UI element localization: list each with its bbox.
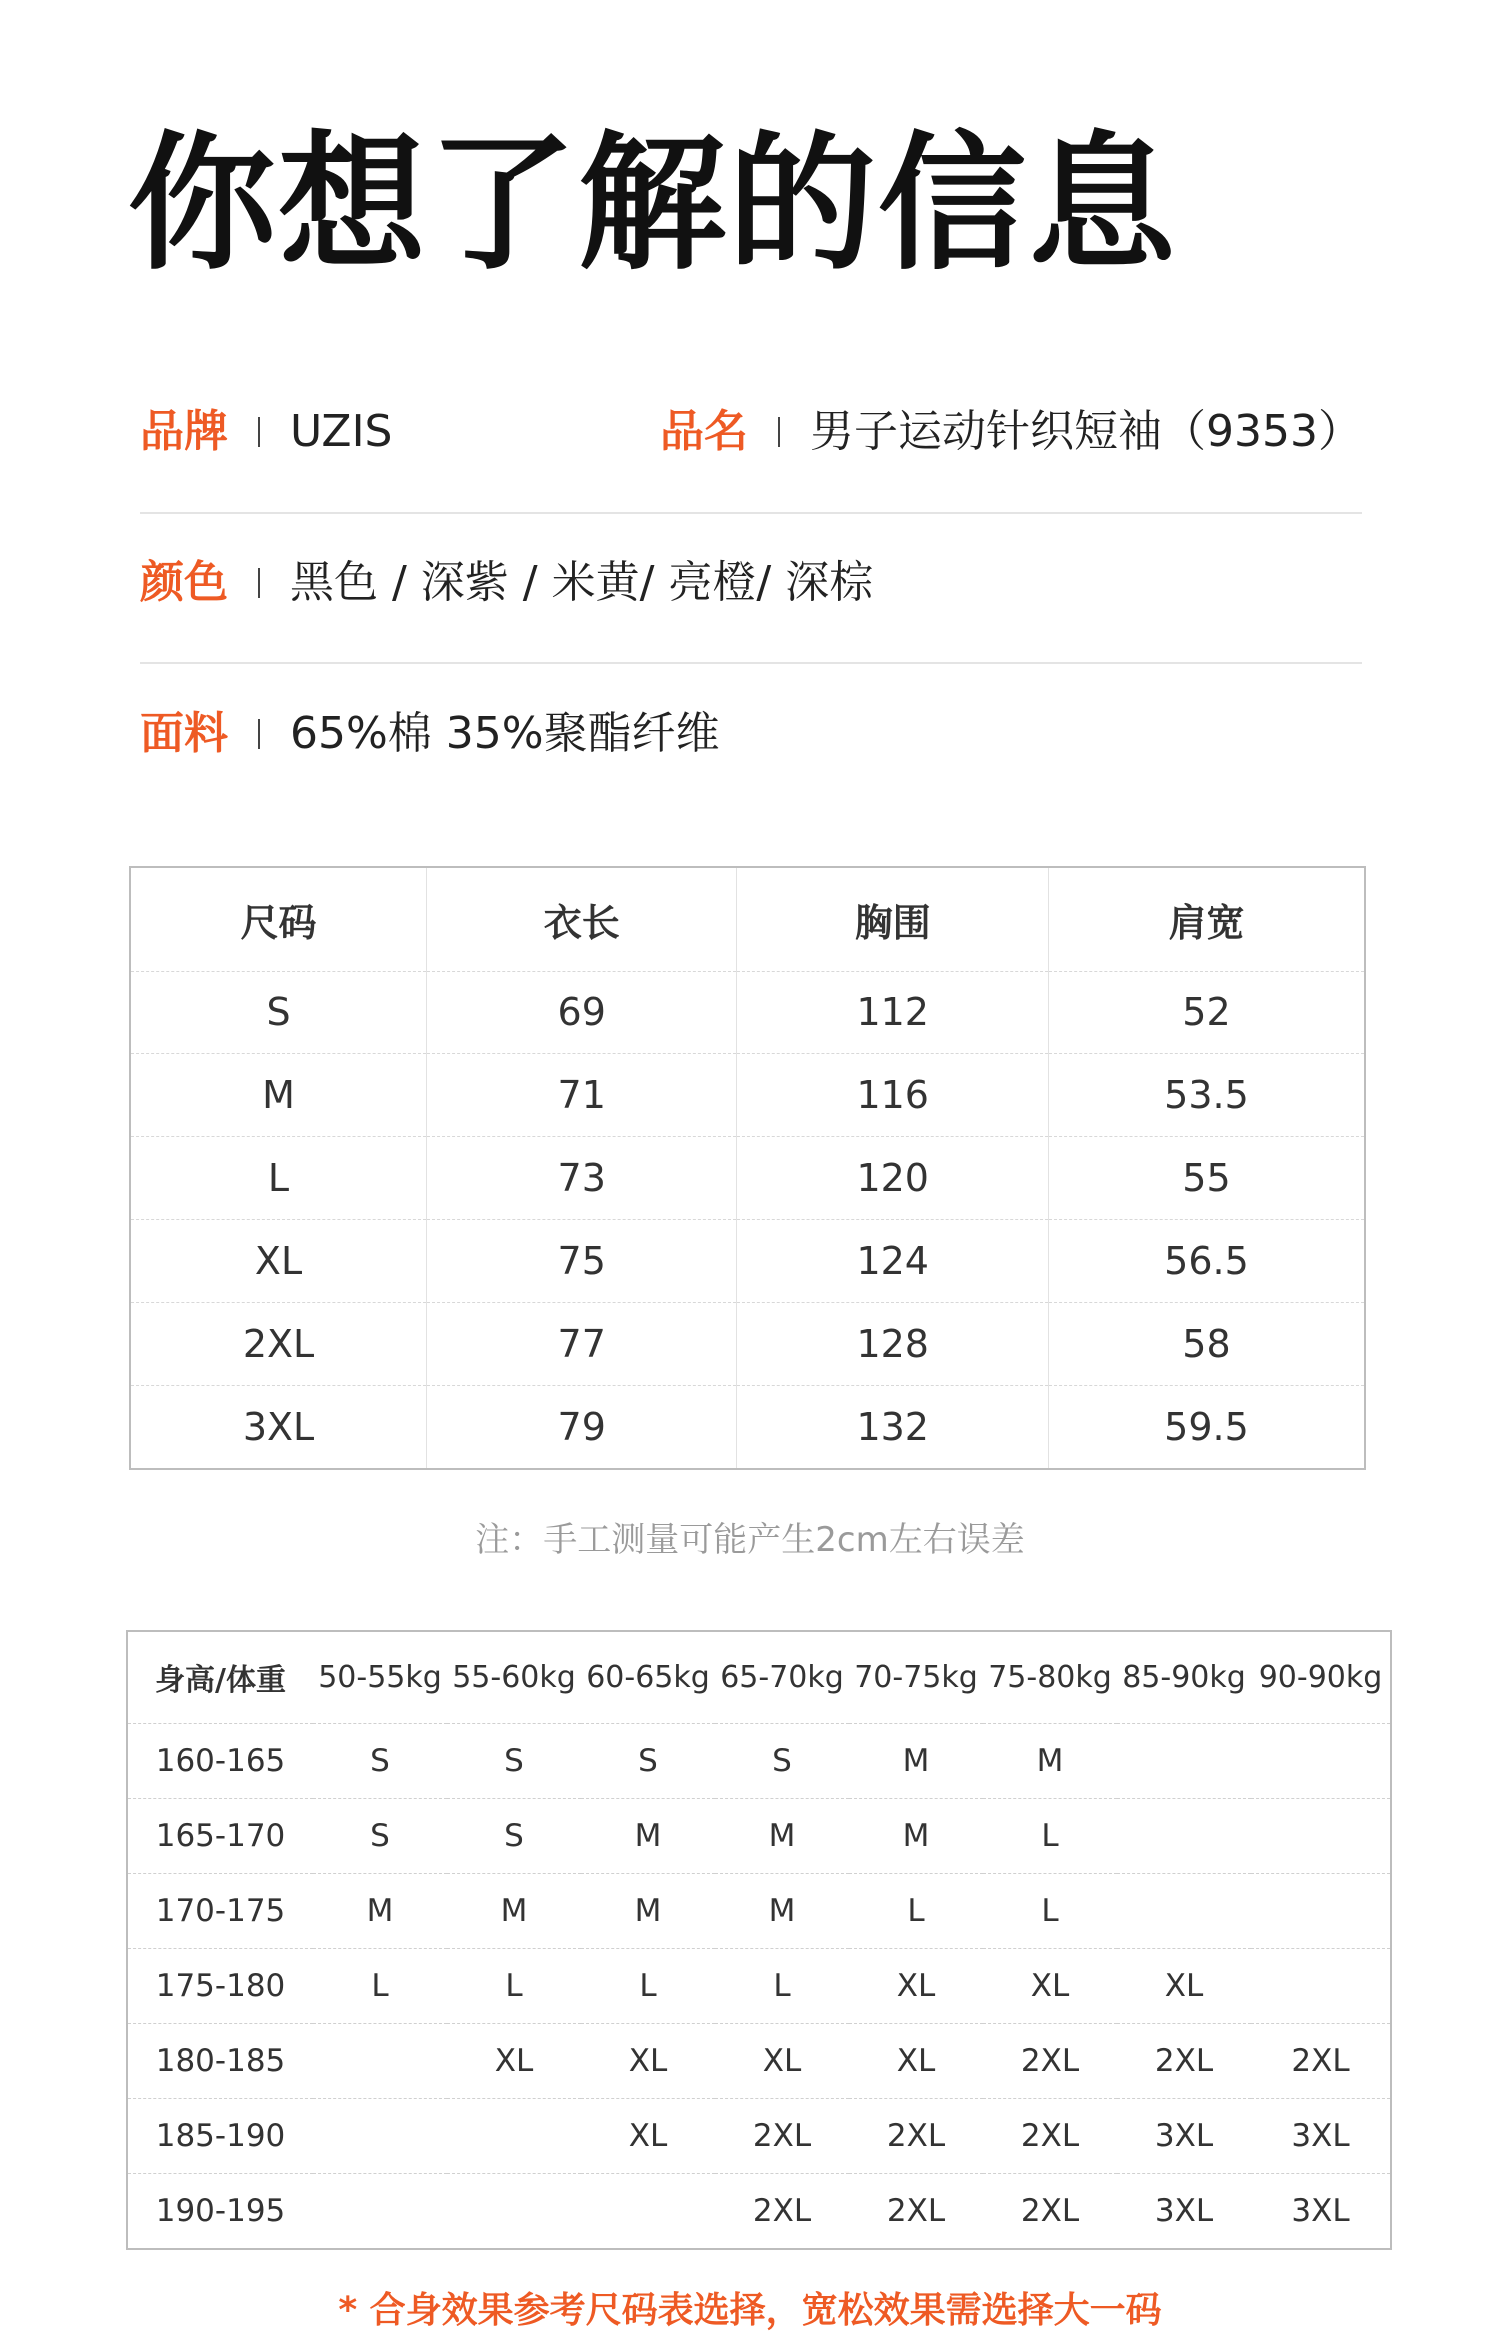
size-table-cell: L xyxy=(130,1137,427,1220)
size-table-cell: 73 xyxy=(427,1137,737,1220)
hw-table-cell: 3XL xyxy=(1251,2098,1391,2173)
size-table-cell: 69 xyxy=(427,971,737,1054)
hw-table-cell: M xyxy=(849,1798,983,1873)
table-row xyxy=(127,1798,1391,1873)
hw-table-cell: 185-190 xyxy=(127,2098,313,2173)
table-row xyxy=(130,1137,1365,1220)
hw-table-cell: M xyxy=(715,1798,849,1873)
color-separator xyxy=(258,568,260,598)
page-title: 你想了解的信息 xyxy=(128,118,1178,290)
hw-table-cell: 2XL xyxy=(983,2023,1117,2098)
size-table-cell: 75 xyxy=(427,1220,737,1303)
size-header-cell: 尺码 xyxy=(130,867,427,971)
hw-table-cell: 175-180 xyxy=(127,1948,313,2023)
size-table-cell: M xyxy=(130,1054,427,1137)
size-header-row xyxy=(130,867,1365,971)
hw-table-cell: 2XL xyxy=(1251,2023,1391,2098)
size-table-cell: XL xyxy=(130,1220,427,1303)
hw-table-cell: M xyxy=(715,1873,849,1948)
table-row xyxy=(127,1873,1391,1948)
size-chart-table xyxy=(129,866,1366,1470)
table-row xyxy=(130,1385,1365,1469)
hw-table-cell: 160-165 xyxy=(127,1723,313,1798)
product-name-group xyxy=(660,406,1362,457)
table-row xyxy=(127,2098,1391,2173)
size-table-cell: 112 xyxy=(737,971,1049,1054)
hw-table-cell: 2XL xyxy=(849,2098,983,2173)
hw-table-cell xyxy=(1251,1798,1391,1873)
hw-table-cell xyxy=(1251,1723,1391,1798)
hw-table-cell: S xyxy=(313,1798,447,1873)
hw-table-cell: XL xyxy=(983,1948,1117,2023)
hw-table-cell xyxy=(1117,1723,1251,1798)
hw-table-cell: L xyxy=(849,1873,983,1948)
hw-table-cell xyxy=(1117,1873,1251,1948)
hw-table-cell xyxy=(1251,1948,1391,2023)
size-table-cell: 132 xyxy=(737,1385,1049,1469)
hw-table-cell xyxy=(581,2173,715,2249)
product-name-value: 男子运动针织短袖（9353） xyxy=(810,406,1362,457)
hw-table-cell: 2XL xyxy=(752,2192,812,2229)
hw-table-cell xyxy=(1251,1873,1391,1948)
hw-header-cell: 85-90kg xyxy=(1117,1631,1251,1723)
brand-value: UZIS xyxy=(290,406,393,457)
table-row xyxy=(130,1220,1365,1303)
fit-recommendation-footer: * 合身效果参考尺码表选择，宽松效果需选择大一码 xyxy=(338,2290,1162,2331)
table-row xyxy=(127,2173,1391,2249)
hw-table-cell: S xyxy=(313,1723,447,1798)
size-table-cell: 56.5 xyxy=(1048,1220,1365,1303)
color-value: 黑色 / 深紫 / 米黄/ 亮橙/ 深棕 xyxy=(290,557,874,608)
product-name-separator xyxy=(778,417,780,447)
hw-table-cell: S xyxy=(447,1723,581,1798)
hw-table-cell: 3XL xyxy=(1154,2192,1214,2229)
hw-table-cell xyxy=(1117,1798,1251,1873)
size-table-cell: 128 xyxy=(737,1302,1049,1385)
table-row xyxy=(127,1723,1391,1798)
hw-table-cell: M xyxy=(447,1873,581,1948)
hw-table-cell: 2XL xyxy=(715,2098,849,2173)
table-row xyxy=(130,971,1365,1054)
brand-label: 品牌 xyxy=(140,406,228,457)
table-row xyxy=(130,1054,1365,1137)
hw-table-cell: 165-170 xyxy=(127,1798,313,1873)
size-table-cell: 53.5 xyxy=(1048,1054,1365,1137)
hw-table-cell: S xyxy=(581,1723,715,1798)
hw-table-cell: M xyxy=(849,1723,983,1798)
size-table-cell: 116 xyxy=(737,1054,1049,1137)
size-header-cell: 胸围 xyxy=(737,867,1049,971)
size-table-cell: S xyxy=(130,971,427,1054)
hw-table-cell: 180-185 xyxy=(127,2023,313,2098)
color-label: 颜色 xyxy=(140,557,228,608)
hw-table-cell: 2XL xyxy=(983,2098,1117,2173)
hw-table-cell: M xyxy=(313,1873,447,1948)
info-row-brand-name xyxy=(140,390,1362,514)
hw-table-cell xyxy=(313,2023,447,2098)
product-name-label: 品名 xyxy=(660,406,749,457)
hw-table-cell: S xyxy=(447,1798,581,1873)
hw-header-cell: 身高/体重 xyxy=(127,1631,313,1723)
hw-table-cell: L xyxy=(581,1948,715,2023)
hw-table-cell: M xyxy=(983,1723,1117,1798)
size-table-cell: 79 xyxy=(427,1385,737,1469)
hw-table-cell: 190-195 xyxy=(155,2192,286,2229)
hw-table-cell: XL xyxy=(1117,1948,1251,2023)
hw-table-cell: L xyxy=(447,1948,581,2023)
hw-table-cell xyxy=(313,2173,447,2249)
size-table-cell: 59.5 xyxy=(1164,1404,1249,1449)
table-row xyxy=(127,1948,1391,2023)
hw-table-cell: XL xyxy=(849,1948,983,2023)
hw-table-cell xyxy=(447,2173,581,2249)
size-table-cell: 3XL xyxy=(130,1385,427,1469)
info-row-fabric xyxy=(140,664,1362,804)
size-table-cell: 52 xyxy=(1048,971,1365,1054)
size-table-cell: 71 xyxy=(427,1054,737,1137)
table-row xyxy=(127,2023,1391,2098)
size-header-cell: 衣长 xyxy=(427,867,737,971)
hw-header-cell: 90-90kg xyxy=(1251,1631,1391,1723)
hw-table-cell: M xyxy=(581,1873,715,1948)
hw-table-cell xyxy=(313,2098,447,2173)
size-table-cell: 120 xyxy=(737,1137,1049,1220)
hw-table-cell: 3XL xyxy=(1117,2098,1251,2173)
size-table-cell: 55 xyxy=(1048,1137,1365,1220)
height-weight-table xyxy=(126,1630,1392,2250)
hw-table-cell: 3XL xyxy=(1291,2192,1350,2229)
fabric-separator xyxy=(258,719,260,749)
hw-header-cell: 70-75kg xyxy=(849,1631,983,1723)
size-table-cell: 2XL xyxy=(130,1302,427,1385)
hw-table-cell: XL xyxy=(849,2023,983,2098)
brand-separator xyxy=(258,417,260,447)
hw-table-cell: M xyxy=(581,1798,715,1873)
hw-table-cell: L xyxy=(983,1798,1117,1873)
fabric-value: 65%棉 35%聚酯纤维 xyxy=(290,708,720,759)
hw-table-cell: L xyxy=(715,1948,849,2023)
hw-header-row xyxy=(127,1631,1391,1723)
hw-table-cell: XL xyxy=(447,2023,581,2098)
brand-group xyxy=(140,406,393,457)
hw-header-cell: 75-80kg xyxy=(983,1631,1117,1723)
table-row xyxy=(130,1302,1365,1385)
hw-table-cell: XL xyxy=(715,2023,849,2098)
hw-header-cell: 65-70kg xyxy=(715,1631,849,1723)
hw-table-cell xyxy=(447,2098,581,2173)
hw-table-cell: 2XL xyxy=(1117,2023,1251,2098)
fabric-label: 面料 xyxy=(140,708,228,759)
hw-header-cell: 50-55kg xyxy=(313,1631,447,1723)
info-row-color xyxy=(140,514,1362,664)
size-table-cell: 58 xyxy=(1048,1302,1365,1385)
hw-header-cell: 55-60kg xyxy=(447,1631,581,1723)
hw-table-cell: 2XL xyxy=(1020,2192,1080,2229)
hw-table-cell: S xyxy=(715,1723,849,1798)
hw-table-cell: L xyxy=(313,1948,447,2023)
hw-table-cell: XL xyxy=(581,2098,715,2173)
size-table-cell: 124 xyxy=(737,1220,1049,1303)
measurement-note: 注：手工测量可能产生2cm左右误差 xyxy=(475,1520,1025,1560)
size-header-cell: 肩宽 xyxy=(1048,867,1365,971)
hw-table-cell: L xyxy=(983,1873,1117,1948)
hw-table-cell: XL xyxy=(581,2023,715,2098)
hw-table-cell: 2XL xyxy=(886,2192,946,2229)
hw-header-cell: 60-65kg xyxy=(581,1631,715,1723)
hw-table-cell: 170-175 xyxy=(127,1873,313,1948)
size-table-cell: 77 xyxy=(427,1302,737,1385)
